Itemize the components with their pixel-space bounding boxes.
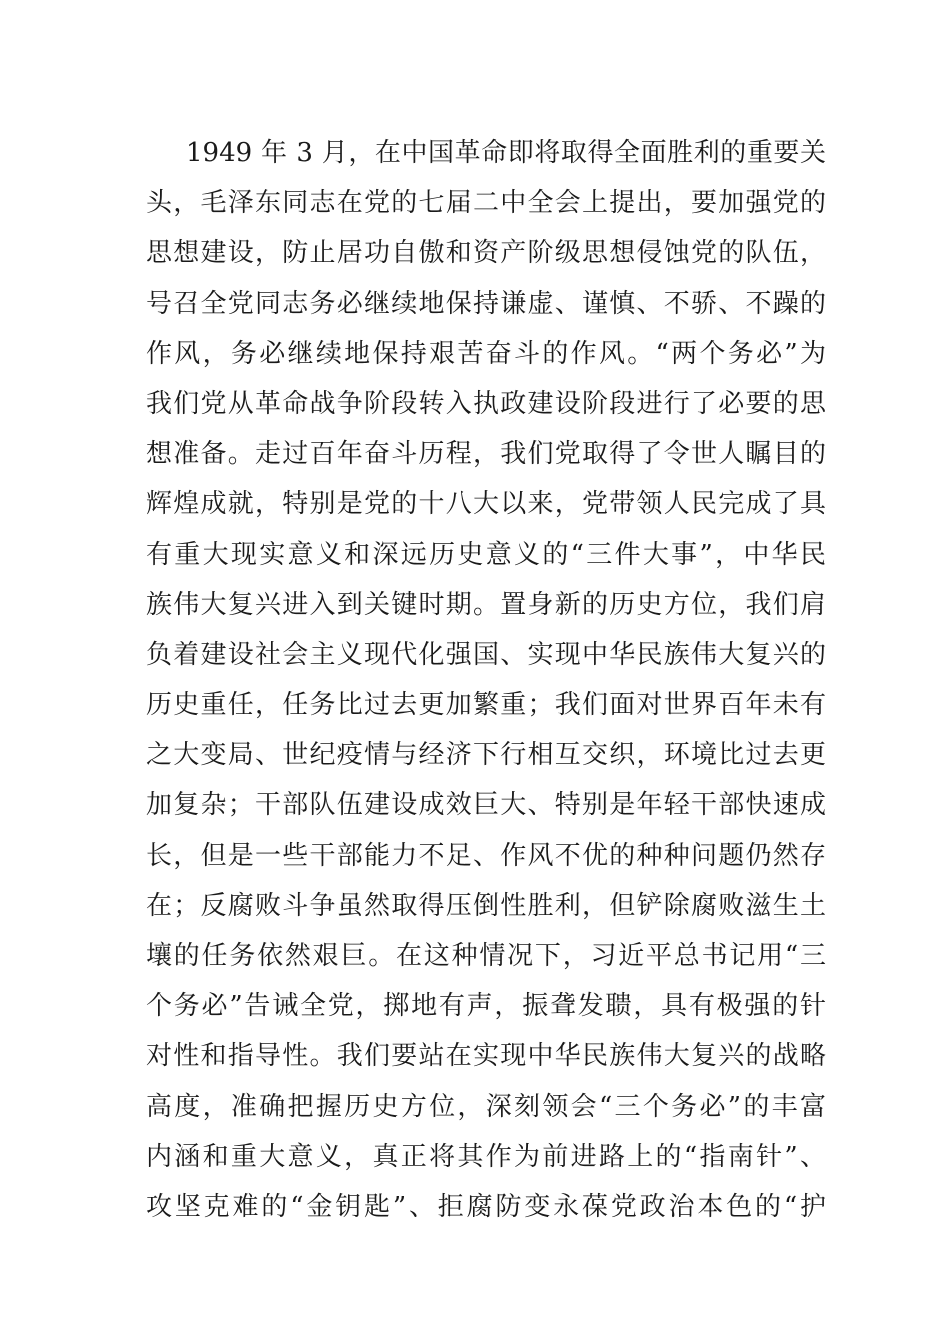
- paragraph-line: 负着建设社会主义现代化强国、实现中华民族伟大复兴的: [146, 639, 826, 670]
- paragraph-line: 内涵和重大意义，真正将其作为前进路上的“指南针”、: [146, 1141, 826, 1172]
- paragraph-line: 高度，准确把握历史方位，深刻领会“三个务必”的丰富: [146, 1091, 826, 1122]
- paragraph-line: 号召全党同志务必继续地保持谦虚、谨慎、不骄、不躁的: [146, 288, 826, 319]
- body-paragraph: [146, 128, 826, 1232]
- paragraph-line: 族伟大复兴进入到关键时期。置身新的历史方位，我们肩: [146, 589, 826, 620]
- paragraph-line: 辉煌成就，特别是党的十八大以来，党带领人民完成了具: [146, 489, 826, 520]
- paragraph-line: 个务必”告诫全党，掷地有声，振聋发聩，具有极强的针: [146, 991, 826, 1022]
- paragraph-line: 之大变局、世纪疫情与经济下行相互交织，环境比过去更: [146, 740, 826, 771]
- paragraph-line: 历史重任，任务比过去更加繁重；我们面对世界百年未有: [146, 690, 826, 721]
- paragraph-line: 长，但是一些干部能力不足、作风不优的种种问题仍然存: [146, 840, 826, 871]
- paragraph-line: 在；反腐败斗争虽然取得压倒性胜利，但铲除腐败滋生土: [146, 890, 826, 921]
- paragraph-line: 加复杂；干部队伍建设成效巨大、特别是年轻干部快速成: [146, 790, 826, 821]
- paragraph-line: 我们党从革命战争阶段转入执政建设阶段进行了必要的思: [146, 388, 826, 419]
- paragraph-line: 壤的任务依然艰巨。在这种情况下，习近平总书记用“三: [146, 941, 826, 971]
- paragraph-line: 想准备。走过百年奋斗历程，我们党取得了令世人瞩目的: [146, 439, 826, 470]
- paragraph-line: 1949 年 3 月，在中国革命即将取得全面胜利的重要关: [186, 138, 826, 168]
- paragraph-line: 对性和指导性。我们要站在实现中华民族伟大复兴的战略: [146, 1041, 826, 1072]
- paragraph-line: 头，毛泽东同志在党的七届二中全会上提出，要加强党的: [146, 188, 826, 219]
- paragraph-line: 有重大现实意义和深远历史意义的“三件大事”，中华民: [146, 539, 826, 570]
- paragraph-line: 作风，务必继续地保持艰苦奋斗的作风。“两个务必”为: [146, 338, 826, 369]
- paragraph-line: 思想建设，防止居功自傲和资产阶级思想侵蚀党的队伍，: [146, 238, 826, 269]
- paragraph-line: 攻坚克难的“金钥匙”、拒腐防变永葆党政治本色的“护: [146, 1191, 826, 1222]
